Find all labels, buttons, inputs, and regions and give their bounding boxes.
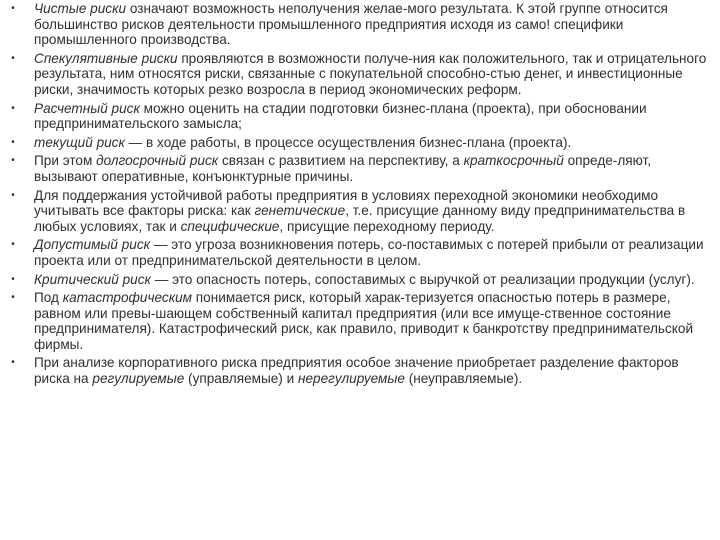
bullet-icon: • (11, 292, 15, 304)
emphasized-term: текущий риск (34, 134, 125, 150)
bullet-list (0, 1, 720, 390)
bullet-icon: • (11, 239, 15, 251)
emphasized-term: специфические (180, 218, 280, 234)
emphasized-term: долгосрочный риск (96, 153, 219, 169)
list-item (0, 135, 720, 151)
list-item-text (34, 101, 647, 132)
list-item (0, 51, 720, 98)
bullet-icon: • (11, 357, 15, 369)
text-run: — в ходе работы, в процессе осуществления бизнес-плана (проекта). (124, 134, 572, 150)
text-run: означают возможность неполучения желае-мого результата. К этой группе относится большинство рисков деятельности промышленного предприятия исходя из само! специфики промышленного производства. (34, 1, 668, 48)
emphasized-term: краткосрочный (463, 153, 564, 169)
emphasized-term: Расчетный риск (34, 100, 140, 116)
text-run: можно оценить на стадии подготовки бизнес-плана (проекта), при обосновании предпринимательского замысла; (34, 100, 647, 132)
emphasized-term: Чистые риски (34, 1, 127, 16)
emphasized-term: Спекулятивные риски (34, 50, 178, 66)
text-run: — это угроза возникновения потерь, со-поставимых с потерей прибыли от реализации проекта или от предпринимательской деятельности в целом. (34, 237, 704, 268)
list-item (0, 355, 720, 386)
list-item-text (34, 290, 693, 352)
emphasized-term: Критический риск (34, 271, 151, 287)
emphasized-term: регулируемые (92, 371, 185, 387)
list-item-text (34, 1, 668, 47)
bullet-icon: • (11, 3, 15, 14)
bullet-icon: • (11, 273, 15, 285)
text-run: (неуправляемые). (404, 371, 523, 387)
text-run: — это опасность потерь, сопоставимых с выручкой от реализации продукции (услуг). (150, 271, 695, 287)
bullet-icon: • (11, 189, 15, 201)
bullet-icon: • (11, 52, 15, 64)
bullet-icon: • (11, 102, 15, 114)
text-run: связан с развитием на перспективу, а (218, 153, 464, 169)
emphasized-term: генетические (254, 203, 346, 219)
list-item-text (34, 237, 704, 268)
list-item (0, 237, 720, 268)
text-run: Под (34, 290, 63, 306)
text-run: При этом (34, 153, 97, 169)
list-item (0, 1, 720, 48)
list-item (0, 188, 720, 235)
text-run: , присущие переходному периоду. (279, 218, 495, 234)
list-item (0, 272, 720, 288)
list-item-text (34, 272, 695, 287)
emphasized-term: Допустимый риск (34, 237, 151, 253)
text-run: (управляемые) и (184, 371, 298, 387)
list-item (0, 101, 720, 132)
list-item-text (34, 135, 571, 150)
list-item (0, 153, 720, 184)
list-item-text (34, 355, 679, 386)
list-item (0, 290, 720, 352)
emphasized-term: катастрофическим (62, 290, 193, 306)
text-run: , т.е. присущие данному виду предпринимательства в любых условиях, так и (34, 203, 686, 234)
bullet-icon: • (11, 136, 15, 148)
bullet-icon: • (11, 155, 15, 167)
text-run: При анализе корпоративного риска предприятия особое значение приобретает разделение факторов риска на (34, 355, 679, 387)
list-item-text (34, 51, 706, 97)
text-run: Для поддержания устойчивой работы предприятия в условиях переходной экономики необходимо учитывать все факторы риска: как (34, 187, 659, 219)
list-item-text (34, 153, 651, 184)
text-run: понимается риск, который харак-теризуется опасностью потерь в размере, равном или превы-шающем собственный капитал предприятия (или все имуще-ственное состояние предпринимателя). Катастрофический риск, как правило, приводит к банкротству предпринимательской фирмы. (34, 290, 694, 352)
text-run: проявляются в возможности получе-ния как положительного, так и отрицательного результата, ним относятся риски, связанные с покупательной способно-стью денег, и инвестиционные риски, значимость которых резко возросла в период экономических реформ. (34, 50, 707, 97)
text-run: опреде-ляют, вызывают оперативные, конъюнктурные причины. (34, 153, 652, 184)
list-item-text (34, 188, 685, 234)
emphasized-term: нерегулируемые (297, 371, 405, 387)
